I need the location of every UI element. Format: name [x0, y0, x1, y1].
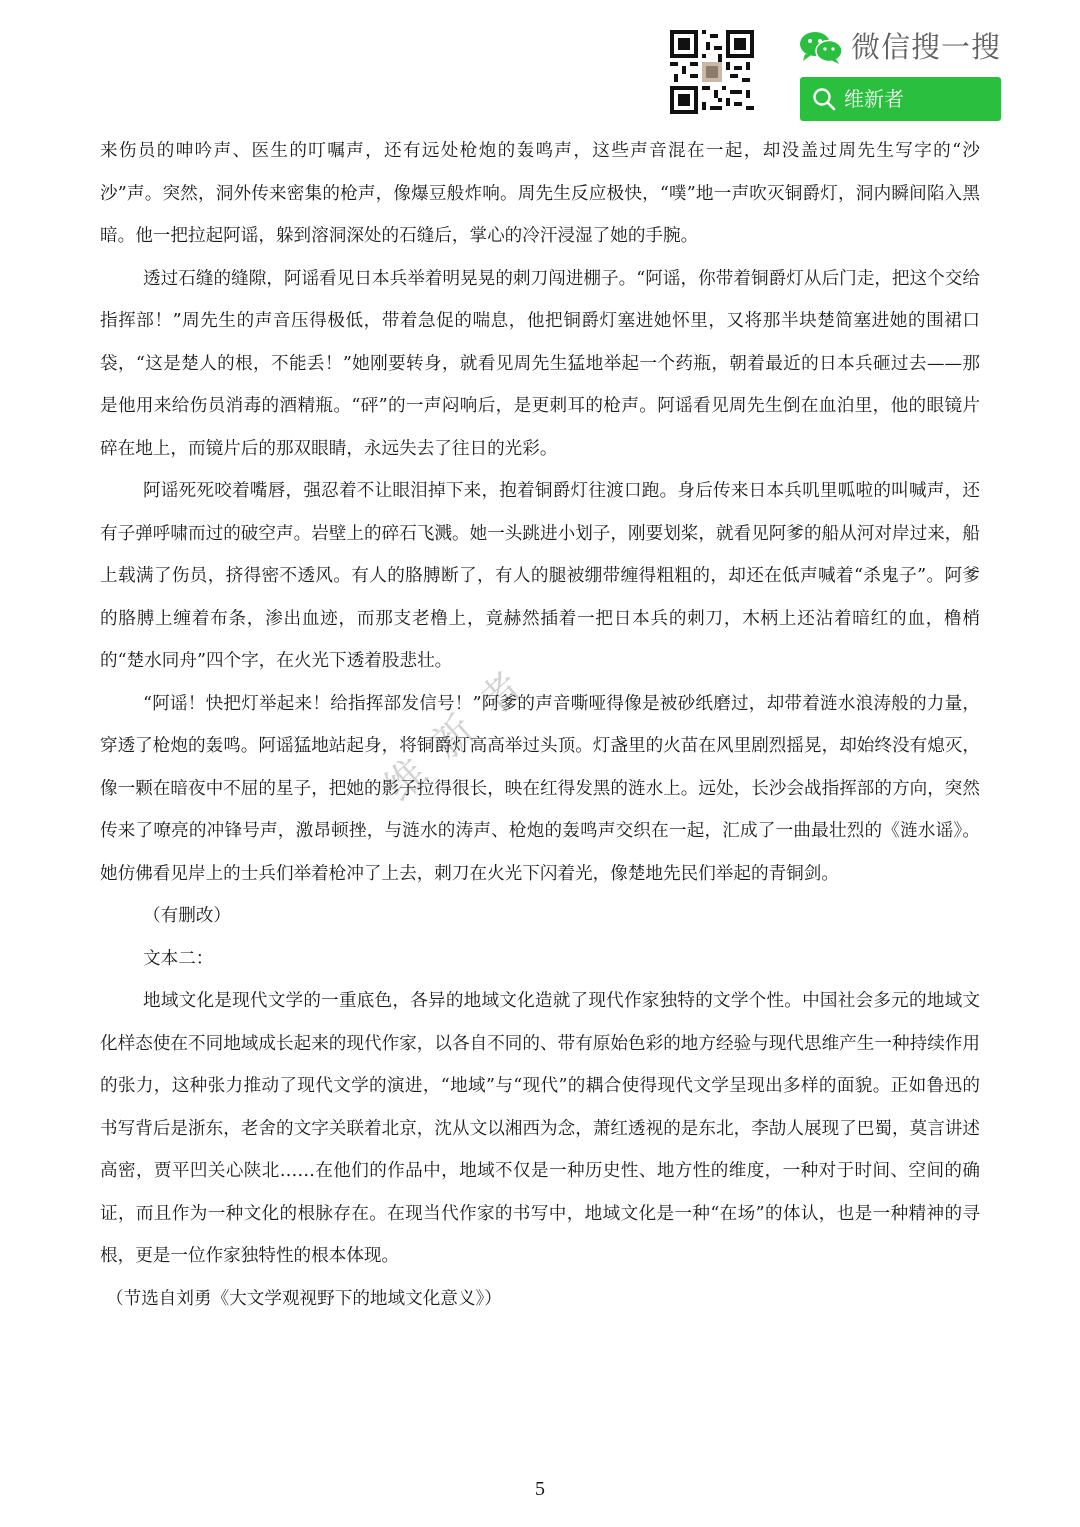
document-body	[100, 130, 980, 1320]
wechat-search-brand	[799, 27, 1009, 67]
app-name: 微信搜一搜	[851, 30, 1002, 64]
wechat-logo-icon	[799, 30, 843, 64]
paragraph: 阿谣死死咬着嘴唇，强忍着不让眼泪掉下来，抱着铜爵灯往渡口跑。身后传来日本兵叽里呱啦的叫喊声，还有子弹呼啸而过的破空声。岩壁上的碎石飞溅。她一头跳进小划子，刚要划桨，就看见阿爹的船从河对岸过来，船上载满了伤员，挤得密不透风。有人的胳膊断了，有人的腿被绷带缠得粗粗的，却还在低声喊着“杀鬼子”。阿爹的胳膊上缠着布条，渗出血迹，而那支老橹上，竟赫然插着一把日本兵的刺刀，木柄上还沾着暗红的血，橹梢的“楚水同舟”四个字，在火光下透着股悲壮。	[100, 481, 980, 671]
qr-code	[670, 30, 754, 114]
search-button[interactable]	[800, 77, 1001, 121]
paragraph: 来伤员的呻吟声、医生的叮嘱声，还有远处枪炮的轰鸣声，这些声音混在一起，却没盖过周先生写字的“沙沙”声。突然，洞外传来密集的枪声，像爆豆般炸响。周先生反应极快，“噗”地一声吹灭铜爵灯，洞内瞬间陷入黑暗。他一把拉起阿谣，躲到溶洞深处的石缝后，掌心的冷汗浸湿了她的手腕。	[100, 141, 980, 246]
source-citation: （节选自刘勇《大文学观视野下的地域文化意义》）	[106, 1288, 502, 1309]
watermark: 维新者	[376, 648, 550, 811]
paragraph: “阿谣！快把灯举起来！给指挥部发信号！”阿爹的声音嘶哑得像是被砂纸磨过，却带着涟水浪涛般的力量，穿透了枪炮的轰鸣。阿谣猛地站起身，将铜爵灯高高举过头顶。灯盏里的火苗在风里剧烈摇晃，却始终没有熄灭，像一颗在暗夜中不屈的星子，把她的影子拉得很长，映在红得发黑的涟水上。远处，长沙会战指挥部的方向，突然传来了嘹亮的冲锋号声，激昂顿挫，与涟水的涛声、枪炮的轰鸣声交织在一起，汇成了一曲最壮烈的《涟水谣》。她仿佛看见岸上的士兵们举着枪冲了上去，刺刀在火光下闪着光，像楚地先民们举起的青铜剑。	[100, 693, 980, 884]
text-two-heading: 文本二：	[143, 948, 214, 969]
page-number: 5	[535, 1478, 545, 1500]
paragraph: 透过石缝的缝隙，阿谣看见日本兵举着明晃晃的刺刀闯进棚子。“阿谣，你带着铜爵灯从后门走，把这个交给指挥部！”周先生的声音压得极低，带着急促的喘息，他把铜爵灯塞进她怀里，又将那半块楚简塞进她的围裙口袋，“这是楚人的根，不能丢！”她刚要转身，就看见周先生猛地举起一个药瓶，朝着最近的日本兵砸过去——那是他用来给伤员消毒的酒精瓶。“砰”的一声闷响后，是更刺耳的枪声。阿谣看见周先生倒在血泊里，他的眼镜片碎在地上，而镜片后的那双眼睛，永远失去了往日的光彩。	[100, 268, 980, 459]
search-label: 维新者	[844, 87, 904, 111]
search-icon	[812, 87, 836, 111]
paragraph: 地域文化是现代文学的一重底色，各异的地域文化造就了现代作家独特的文学个性。中国社会多元的地域文化样态使在不同地域成长起来的现代作家，以各自不同的、带有原始色彩的地方经验与现代思维产生一种持续作用的张力，这种张力推动了现代文学的演进，“地域”与“现代”的耦合使得现代文学呈现出多样的面貌。正如鲁迅的书写背后是浙东，老舍的文字关联着北京，沈从文以湘西为念，萧红透视的是东北，李劼人展现了巴蜀，莫言讲述高密，贾平凹关心陕北……在他们的作品中，地域不仅是一种历史性、地方性的维度，一种对于时间、空间的确证，而且作为一种文化的根脉存在。在现当代作家的书写中，地域文化是一种“在场”的体认，也是一种精神的寻根，更是一位作家独特性的根本体现。	[100, 991, 980, 1266]
revision-note: （有删改）	[143, 906, 231, 926]
